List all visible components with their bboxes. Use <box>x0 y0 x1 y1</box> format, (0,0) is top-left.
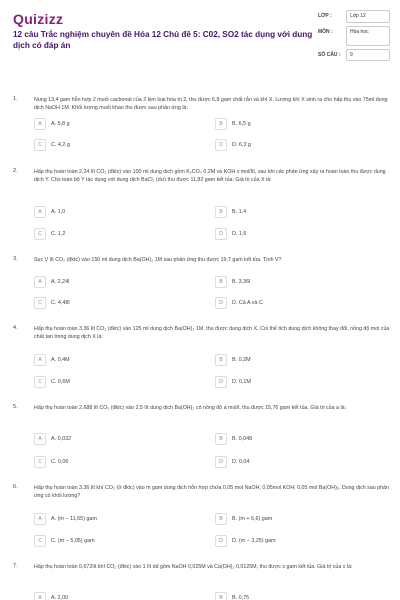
option-c[interactable] <box>34 139 70 151</box>
option-d[interactable] <box>215 535 276 547</box>
option-text: C. 4,2 g <box>51 142 70 148</box>
question-text: Hấp thụ hoàn toàn 0,672lít khí CO₂ (đktc) vào 1 lít dd gồm NaOH 0,025M và Ca(OH)₂ 0,0125M, thu được x gam kết tủa. Giá trị của x là: <box>34 564 353 570</box>
option-d[interactable] <box>215 297 263 309</box>
question-number: 1. <box>13 96 18 102</box>
option-text: D. 6,3 g <box>232 142 251 148</box>
count-label: SỐ CÂU : <box>318 51 341 58</box>
option-letter-box: C <box>34 228 46 240</box>
option-letter-box: D <box>215 376 227 388</box>
option-text: C. 0,6M <box>51 379 70 385</box>
question-number: 4. <box>13 325 18 331</box>
option-text: D. 0,04 <box>232 459 250 465</box>
option-text: B. 0,75 <box>232 595 250 600</box>
question-text: Hấp thụ hoàn toàn 3,36 lít khí CO₂ (ở đktc) vào m gam dung dịch hỗn hợp chứa 0,05 mol NaOH; 0,05mol KOH; 0,05 mol Ba(OH)₂. Dung dịch sau phản ứng có khối lượng? <box>34 485 389 500</box>
option-text: B. 0,2M <box>232 357 251 363</box>
option-b[interactable] <box>215 206 246 218</box>
meta-count-row <box>318 49 390 62</box>
option-letter-box: A <box>34 433 46 445</box>
option-text: A. 1,0 <box>51 209 66 215</box>
meta-subject-row <box>318 26 390 46</box>
option-letter-box: C <box>34 535 46 547</box>
option-letter-box: B <box>215 276 227 288</box>
option-c[interactable] <box>34 535 95 547</box>
option-text: B. 3,36l <box>232 279 251 285</box>
question-text: Sục V lít CO₂ (đktc) vào 150 ml dung dịch Ba(OH)₂ 1M sau phản ứng thu được 19,7 gam kết tủa. Tính V? <box>34 257 282 263</box>
meta-class-row <box>318 10 390 23</box>
option-a[interactable] <box>34 276 69 288</box>
option-letter-box: C <box>34 139 46 151</box>
option-letter-box: D <box>215 297 227 309</box>
option-letter-box: A <box>34 206 46 218</box>
option-a[interactable] <box>34 433 71 445</box>
question-number: 3. <box>13 256 18 262</box>
option-d[interactable] <box>215 376 251 388</box>
question-text: Hấp thụ hoàn toàn 2,24 lít CO₂ (đktc) vào 100 ml dung dịch gồm K₂CO₃ 0,2M và KOH x mol/lít, sau khi các phản ứng xảy ra hoàn toàn thu được dung dịch Y. Cho toàn bộ Y tác dụng với dung dịch BaCl₂ (dư) thu được 11,82 gam kết tủa. Giá trị của X là: <box>34 169 386 184</box>
question-2 <box>0 168 400 248</box>
option-text: B. 1,4 <box>232 209 247 215</box>
option-b[interactable] <box>215 513 272 525</box>
option-b[interactable] <box>215 276 250 288</box>
option-text: A. (m − 11,65) gam <box>51 516 97 522</box>
option-letter-box: C <box>34 456 46 468</box>
option-letter-box: B <box>215 118 227 130</box>
option-text: B. 0,048 <box>232 436 253 442</box>
option-letter-box: B <box>215 513 227 525</box>
subject-label: MÔN : <box>318 28 333 35</box>
option-letter-box: D <box>215 139 227 151</box>
worksheet-meta <box>318 10 390 64</box>
option-letter-box: A <box>34 276 46 288</box>
class-label: LỚP : <box>318 13 332 19</box>
option-letter-box: A <box>34 513 46 525</box>
option-letter-box: A <box>34 354 46 366</box>
option-letter-box: B <box>215 592 227 600</box>
option-text: B. (m + 6,6) gam <box>232 516 273 522</box>
question-number: 6. <box>13 484 18 490</box>
page-header <box>0 0 400 84</box>
option-letter-box: B <box>215 206 227 218</box>
worksheet-title: 12 câu Trắc nghiệm chuyên đề Hóa 12 Chủ đề 5: C02, SO2 tác dụng với dung dịch có đáp án <box>13 30 313 50</box>
option-letter-box: C <box>34 297 46 309</box>
question-4 <box>0 325 400 395</box>
subject-value: Hóa học <box>346 26 390 46</box>
option-text: A. 0,4M <box>51 357 70 363</box>
question-number: 7. <box>13 563 18 569</box>
option-text: D. 0,1M <box>232 379 251 385</box>
question-3 <box>0 256 400 316</box>
option-text: D. 1,6 <box>232 231 247 237</box>
option-a[interactable] <box>34 513 97 525</box>
option-a[interactable] <box>34 592 68 600</box>
question-5 <box>0 404 400 474</box>
option-letter-box: D <box>215 228 227 240</box>
option-b[interactable] <box>215 354 251 366</box>
option-b[interactable] <box>215 118 251 130</box>
option-text: C. 4,48l <box>51 300 70 306</box>
option-text: A. 0,032 <box>51 436 72 442</box>
count-value: 9 <box>346 49 390 62</box>
option-b[interactable] <box>215 433 252 445</box>
option-b[interactable] <box>215 592 249 600</box>
option-c[interactable] <box>34 228 65 240</box>
option-c[interactable] <box>34 376 70 388</box>
option-text: C. 0,06 <box>51 459 69 465</box>
option-c[interactable] <box>34 297 70 309</box>
option-a[interactable] <box>34 354 70 366</box>
option-text: D. (m − 3,25) gam <box>232 538 276 544</box>
option-d[interactable] <box>215 456 249 468</box>
option-d[interactable] <box>215 228 246 240</box>
question-text: Hấp thụ hoàn toàn 2,688 lít CO₂ (đktc) vào 2,5 lít dung dịch Ba(OH)₂ có nồng độ a mol/l, thu được 15,76 gam kết tủa. Giá trị của a là: <box>34 405 347 411</box>
option-letter-box: C <box>34 376 46 388</box>
option-d[interactable] <box>215 139 251 151</box>
option-text: B. 6,5 g <box>232 121 251 127</box>
option-letter-box: B <box>215 433 227 445</box>
question-7 <box>0 563 400 600</box>
option-letter-box: D <box>215 456 227 468</box>
option-text: A. 2,00 <box>51 595 69 600</box>
option-c[interactable] <box>34 456 68 468</box>
quizizz-logo: Quizizz <box>13 11 64 27</box>
option-letter-box: D <box>215 535 227 547</box>
option-letter-box: A <box>34 118 46 130</box>
option-a[interactable] <box>34 118 70 130</box>
option-letter-box: B <box>215 354 227 366</box>
option-a[interactable] <box>34 206 65 218</box>
option-text: A. 2,24l <box>51 279 70 285</box>
class-value: Lớp 12 <box>346 10 390 23</box>
question-number: 5. <box>13 404 18 410</box>
option-text: A. 5,8 g <box>51 121 70 127</box>
option-text: C. 1,2 <box>51 231 66 237</box>
option-text: C. (m − 5,05) gam <box>51 538 95 544</box>
option-letter-box: A <box>34 592 46 600</box>
question-6 <box>0 484 400 554</box>
question-text: Nung 13,4 gam hỗn hợp 2 muối cacbonat của 2 kim loại hóa trị 2, thu được 6,8 gam chất rắn và khí X. Lượng khí X sinh ra cho hấp thụ vào 75ml dung dịch NaOH 1M. Khối lượng muối khan thu được sau phản ứng là: <box>34 97 388 112</box>
question-number: 2. <box>13 168 18 174</box>
question-1 <box>0 96 400 166</box>
option-text: D. Cả A và C <box>232 300 263 306</box>
question-text: Hấp thụ hoàn toàn 3,36 lít CO₂ (đktc) vào 125 ml dung dịch Ba(OH)₂ 1M, thu được dung dịch X. Coi thể tích dung dịch không thay đổi, nồng độ mol của chất tan trong dung dịch X là: <box>34 326 390 341</box>
